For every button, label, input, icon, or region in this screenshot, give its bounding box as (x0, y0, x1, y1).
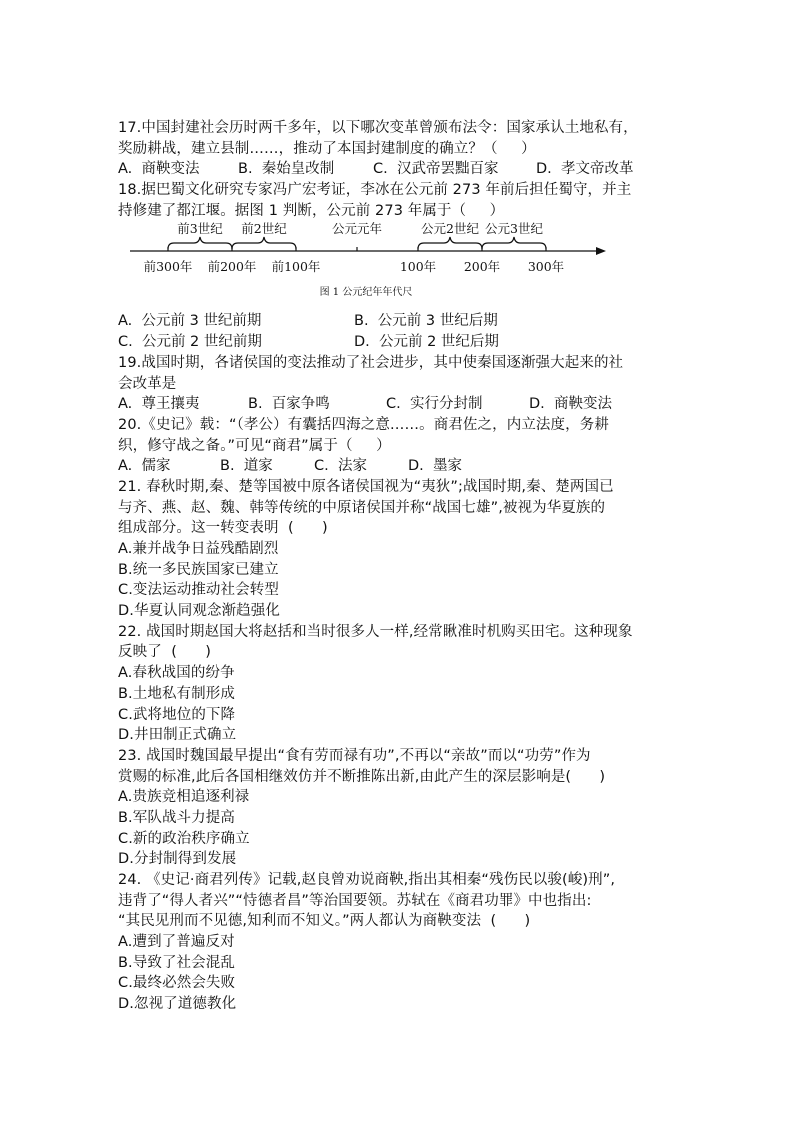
question-text: “其民见刑而不见德,知利而不知义。”两人都认为商鞅变法 ( ) (118, 913, 531, 930)
option-c: C. 实行分封制 (386, 396, 483, 413)
question-text: 违背了“得人者兴”“恃德者昌”等治国要领。苏轼在《商君功罪》中也指出: (118, 892, 592, 909)
question-text: 18.据巴蜀文化研究专家冯广宏考证，李冰在公元前 273 年前后担任蜀守，并主 (118, 182, 632, 199)
brace-bc2 (232, 237, 296, 249)
timeline-svg (118, 221, 678, 311)
question-text: 23. 战国时魏国最早提出“食有劳而禄有功”,不再以“亲故”而以“功劳”作为 (118, 747, 591, 764)
century-label: 前3世纪 (177, 221, 223, 237)
option-b: B.军队战斗力提高 (118, 809, 235, 826)
option-a: A. 儒家 (118, 458, 171, 475)
arrow-right-icon (596, 247, 606, 255)
question-text: 19.战国时期，各诸侯国的变法推动了社会进步，其中使秦国逐渐强大起来的社 (118, 354, 624, 371)
question-17 (118, 118, 678, 180)
question-text: 织，修守战之备。”可见“商君”属于（ ） (118, 437, 391, 454)
option-d: D.忽视了道德教化 (118, 996, 237, 1013)
brace-bc3 (168, 237, 232, 249)
option-row (118, 332, 678, 353)
option-row (118, 159, 678, 180)
tick-label: 前200年 (207, 259, 257, 275)
option-d: D.井田制正式确立 (118, 727, 237, 744)
option-b: B. 公元前 3 世纪后期 (354, 313, 498, 330)
option-d: D. 墨家 (408, 458, 462, 475)
option-b: B.土地私有制形成 (118, 685, 235, 702)
option-row (118, 456, 678, 477)
question-text: 会改革是 (118, 375, 177, 392)
option-c: C. 公元前 2 世纪前期 (118, 334, 262, 351)
option-d: D.华夏认同观念渐趋强化 (118, 603, 280, 620)
option-a: A.遭到了普遍反对 (118, 934, 235, 951)
tick-label: 100年 (399, 259, 437, 275)
option-a: A.贵族竞相追逐利禄 (118, 789, 250, 806)
option-a: A. 尊王攘夷 (118, 396, 200, 413)
question-text: 奖励耕战，建立县制……，推动了本国封建制度的确立？（ ） (118, 140, 536, 157)
question-text: 赏赐的标准,此后各国相继效仿并不断推陈出新,由此产生的深层影响是( ) (118, 768, 606, 785)
option-c: C.最终必然会失败 (118, 975, 236, 992)
option-a: A. 商鞅变法 (118, 161, 200, 178)
question-text: 20.《史记》载：“（孝公）有囊括四海之意……。商君佐之，内立法度，务耕 (118, 416, 609, 433)
option-d: D. 公元前 2 世纪后期 (354, 334, 499, 351)
option-c: C. 法家 (314, 458, 367, 475)
question-text: 22. 战国时期赵国大将赵括和当时很多人一样,经常瞅准时机购买田宅。这种现象 (118, 623, 633, 640)
question-text: 17.中国封建社会历时两千多年，以下哪次变革曾颁布法令：国家承认土地私有， (118, 120, 638, 136)
question-19 (118, 353, 678, 415)
tick-label: 前100年 (271, 259, 321, 275)
option-c: C. 汉武帝罢黜百家 (373, 161, 499, 178)
question-text: 反映了 ( ) (118, 644, 211, 661)
question-20 (118, 415, 678, 477)
option-a: A.兼并战争日益残酷剧烈 (118, 541, 279, 557)
question-23 (118, 746, 678, 870)
question-text: 24. 《史记·商君列传》记载,赵良曾劝说商鞅,指出其相秦“残伤民以骏(峻)刑”, (118, 872, 616, 888)
question-text: 与齐、燕、赵、魏、韩等传统的中原诸侯国并称“战国七雄”,被视为华夏族的 (118, 499, 606, 516)
option-row (118, 311, 678, 332)
option-d: D. 商鞅变法 (529, 396, 612, 413)
option-d: D.分封制得到发展 (118, 851, 237, 868)
option-b: B.导致了社会混乱 (118, 954, 235, 971)
question-21 (118, 477, 678, 622)
question-18 (118, 180, 678, 353)
exam-page (118, 118, 678, 1015)
tick-label: 前300年 (143, 259, 193, 275)
option-b: B. 道家 (220, 458, 273, 475)
figure-caption: 图 1 公元纪年年代尺 (319, 287, 413, 299)
option-c: C.武将地位的下降 (118, 706, 236, 723)
brace-ad2 (418, 237, 482, 249)
century-label: 公元3世纪 (485, 221, 543, 237)
question-text: 21. 春秋时期,秦、楚等国被中原各诸侯国视为“夷狄”;战国时期,秦、楚两国已 (118, 478, 614, 495)
era-label: 公元元年 (331, 221, 383, 237)
timeline-figure (118, 221, 678, 311)
option-b: B. 百家争鸣 (248, 396, 330, 413)
option-b: B. 秦始皇改制 (238, 161, 335, 178)
tick-label: 200年 (463, 259, 501, 275)
option-a: A.春秋战国的纷争 (118, 665, 235, 682)
century-label: 公元2世纪 (421, 221, 479, 237)
brace-ad3 (482, 237, 546, 249)
option-c: C.变法运动推动社会转型 (118, 582, 279, 599)
question-22 (118, 622, 678, 746)
tick-label: 300年 (527, 259, 565, 275)
option-d: D. 孝文帝改革 (536, 161, 634, 178)
question-text: 持修建了都江堰。据图 1 判断，公元前 273 年属于（ ） (118, 202, 505, 219)
option-row (118, 394, 678, 415)
option-a: A. 公元前 3 世纪前期 (118, 313, 262, 330)
question-24 (118, 870, 678, 1015)
century-label: 前2世纪 (241, 221, 287, 237)
question-text: 组成部分。这一转变表明 ( ) (118, 520, 328, 537)
option-b: B.统一多民族国家已建立 (118, 561, 279, 578)
option-c: C.新的政治秩序确立 (118, 830, 250, 847)
